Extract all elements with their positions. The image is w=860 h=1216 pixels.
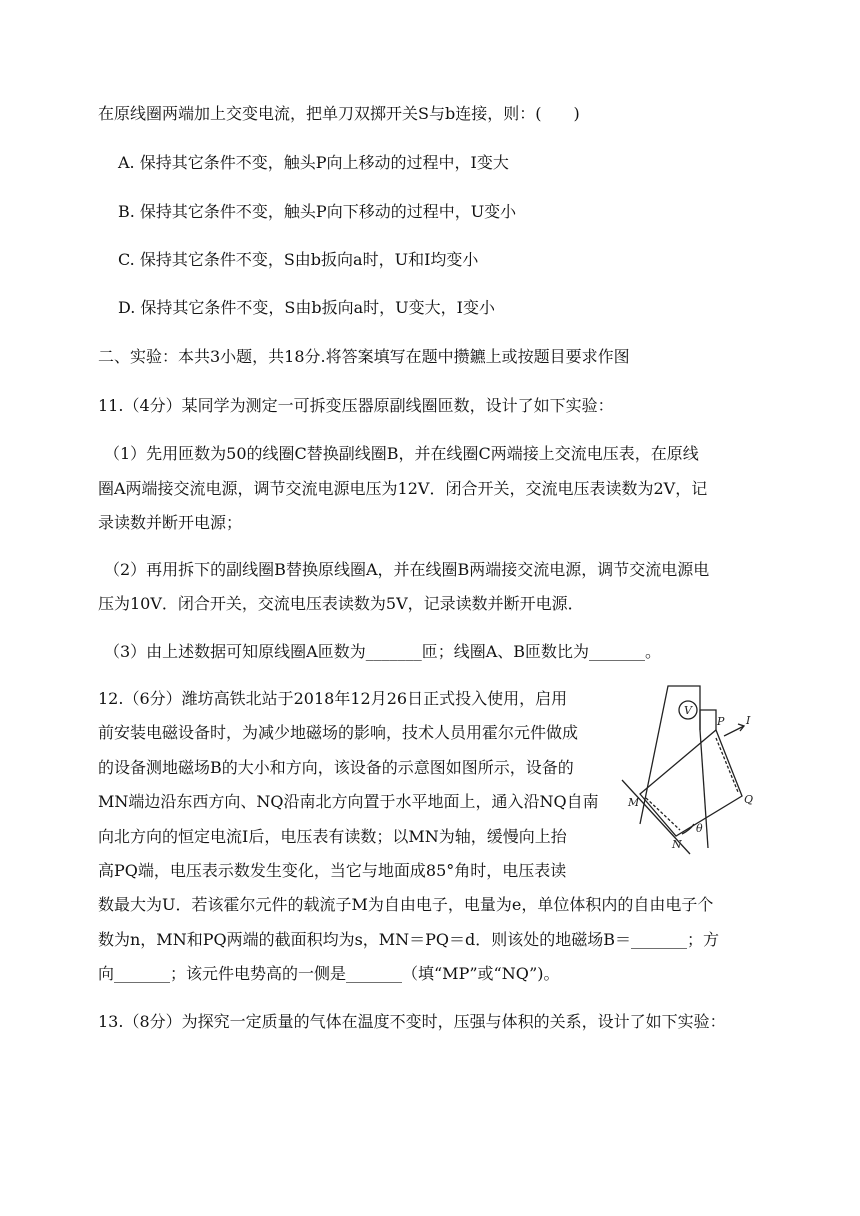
question-12-line5: 向北方向的恒定电流I后，电压表有读数；以MN为轴，缓慢向上抬 (98, 827, 567, 846)
label-m: M (628, 796, 640, 809)
lead-wire-top (700, 710, 716, 730)
option-c: C. 保持其它条件不变，S由b扳向a时，U和I均变小 (118, 250, 479, 269)
label-p: P (717, 715, 725, 728)
plate-edge-pq (716, 738, 738, 792)
question-11-stem: 11.（4分）某同学为测定一可拆变压器原副线圈匝数，设计了如下实验： (98, 396, 614, 415)
question-13-stem: 13.（8分）为探究一定质量的气体在温度不变时，压强与体积的关系，设计了如下实验： (98, 1012, 726, 1031)
option-b: B. 保持其它条件不变，触头P向下移动的过程中，U变小 (118, 202, 517, 221)
q11-part1-line2: 圈A两端接交流电源，调节交流电源电压为12V．闭合开关，交流电压表读数为2V，记 (98, 479, 708, 498)
q11-part1-line3: 录读数并断开电源； (98, 513, 243, 532)
question-12-line3: 的设备测地磁场B的大小和方向，该设备的示意图如图所示，设备的 (98, 758, 574, 777)
question-12-line1: 12.（6分）潍坊高铁北站于2018年12月26日正式投入使用，启用 (98, 689, 568, 708)
q11-part2-line1: （2）再用拆下的副线圈B替换原线圈A，并在线圈B两端接交流电源，调节交流电源电 (104, 560, 710, 579)
label-q: Q (744, 793, 754, 806)
hall-element-diagram (620, 682, 770, 858)
label-theta: θ (696, 822, 703, 835)
option-a: A. 保持其它条件不变，触头P向上移动的过程中，I变大 (118, 153, 509, 172)
q11-part1-line1: （1）先用匝数为50的线圈C替换副线圈B，并在线圈C两端接上交流电压表，在原线 (104, 444, 699, 463)
question-12-line9: 向_______；该元件电势高的一侧是_______（填“MP”或“NQ”)。 (98, 964, 560, 983)
label-i: I (746, 714, 751, 727)
question-12-line2: 前安装电磁设备时，为减少地磁场的影响，技术人员用霍尔元件做成 (98, 723, 579, 742)
q11-part2-line2: 压为10V．闭合开关，交流电压表读数为5V，记录读数并断开电源． (98, 594, 584, 613)
label-v: V (684, 704, 692, 717)
question-12-line4: MN端边沿东西方向、NQ沿南北方向置于水平地面上，通入沿NQ自南 (98, 792, 599, 811)
question-12-line6: 高PQ端，电压表示数发生变化，当它与地面成85°角时，电压表读 (98, 861, 567, 880)
option-d: D. 保持其它条件不变，S由b扳向a时，U变大，I变小 (118, 298, 495, 317)
section-heading: 二、实验：本共3小题，共18分.将答案填写在题中攒鑣上或按题目要求作图 (98, 347, 630, 366)
question-12-line8: 数为n，MN和PQ两端的截面积均为s，MN＝PQ＝d．则该处的地磁场B＝_______；方 (98, 930, 720, 949)
question-12-line7: 数最大为U．若该霍尔元件的载流子M为自由电子，电量为e，单位体积内的自由电子个 (98, 895, 714, 914)
current-arrow (724, 726, 744, 736)
q11-part3: （3）由上述数据可知原线圈A匝数为_______匝；线圈A、B匝数比为_______。 (104, 642, 662, 661)
question-10-stem: 在原线圈两端加上交变电流，把单刀双掷开关S与b连接，则：( ) (98, 104, 580, 123)
label-n: N (672, 838, 682, 851)
